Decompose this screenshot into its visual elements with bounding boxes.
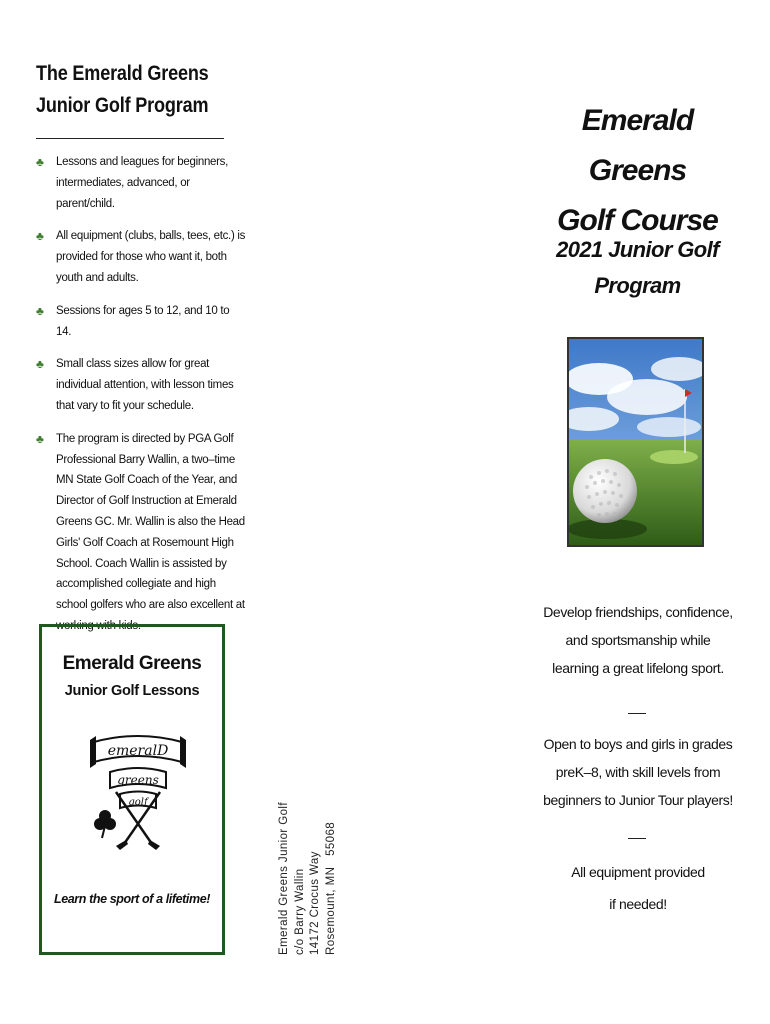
- program-name-line2: Program: [594, 273, 681, 298]
- list-item: ♣ Lessons and leagues for beginners, intermediates, advanced, or parent/child.: [36, 152, 246, 214]
- clover-icon: ♣: [36, 229, 44, 244]
- clover-icon: ♣: [36, 155, 44, 169]
- mailing-address: [277, 755, 339, 955]
- eligibility-text: Open to boys and girls in grades preK–8, with skill levels from beginners to Junior Tour players!: [543, 736, 733, 808]
- list-item: ♣ The program is directed by PGA Golf Professional Barry Wallin, a two–time MN State Golf Coach of the Year, and Director of Golf Instruction at Emerald Greens GC. Mr. Wallin is also the Head Girls' Golf Coach at Rosemount High School. Coach Wallin is assisted by accomplished collegiate and high school golfers who are also excellent at working with kids.: [36, 429, 246, 637]
- divider-dash: [628, 713, 646, 714]
- program-name-line1: 2021 Junior Golf: [556, 237, 719, 262]
- clover-icon: ♣: [36, 431, 44, 446]
- golf-ball-image: [569, 339, 702, 545]
- title-divider: [36, 138, 224, 139]
- address-line1: Emerald Greens Junior Golf: [278, 802, 290, 955]
- feature-list: [36, 152, 246, 649]
- logo-word-2: greens: [117, 773, 159, 787]
- logo-word-1: emeralD: [107, 743, 169, 759]
- promo-tagline: Learn the sport of a lifetime!: [53, 892, 211, 906]
- program-title-line1: The Emerald Greens: [36, 62, 209, 85]
- equipment-line2: if needed!: [609, 896, 667, 912]
- course-name-line2: Golf Course: [557, 204, 718, 237]
- equipment-line1: All equipment provided: [571, 864, 705, 880]
- list-item: ♣ Small class sizes allow for great individual attention, with lesson times that vary to fit your schedule.: [36, 354, 246, 416]
- list-item: ♣ Sessions for ages 5 to 12, and 10 to 14.: [36, 301, 246, 343]
- address-line3: 14172 Crocus Way: [309, 851, 321, 955]
- promo-subtitle: Junior Golf Lessons: [64, 683, 200, 699]
- golf-ball-photo: [567, 337, 704, 547]
- description-text: Develop friendships, confidence, and sportsmanship while learning a great lifelong sport.: [543, 604, 733, 676]
- program-title: [36, 58, 225, 122]
- logo-word-3: golf: [128, 797, 148, 808]
- address-line4: Rosemount, MN 55068: [324, 821, 337, 955]
- list-item: ♣ All equipment (clubs, balls, tees, etc.) is provided for those who want it, both youth and adults.: [36, 226, 246, 288]
- promo-box: [39, 624, 225, 955]
- course-name-line1: Emerald Greens: [581, 104, 694, 187]
- equipment-text: [543, 856, 733, 920]
- clover-icon: ♣: [36, 303, 44, 318]
- emerald-greens-logo: [90, 722, 186, 852]
- address-line2: c/o Barry Wallin: [293, 868, 306, 955]
- promo-title: Emerald Greens: [62, 653, 202, 674]
- program-name: [540, 232, 735, 304]
- clover-icon: ♣: [36, 357, 44, 372]
- course-name: [540, 96, 735, 246]
- divider-dash: [628, 838, 646, 839]
- program-title-line2: Junior Golf Program: [36, 94, 209, 117]
